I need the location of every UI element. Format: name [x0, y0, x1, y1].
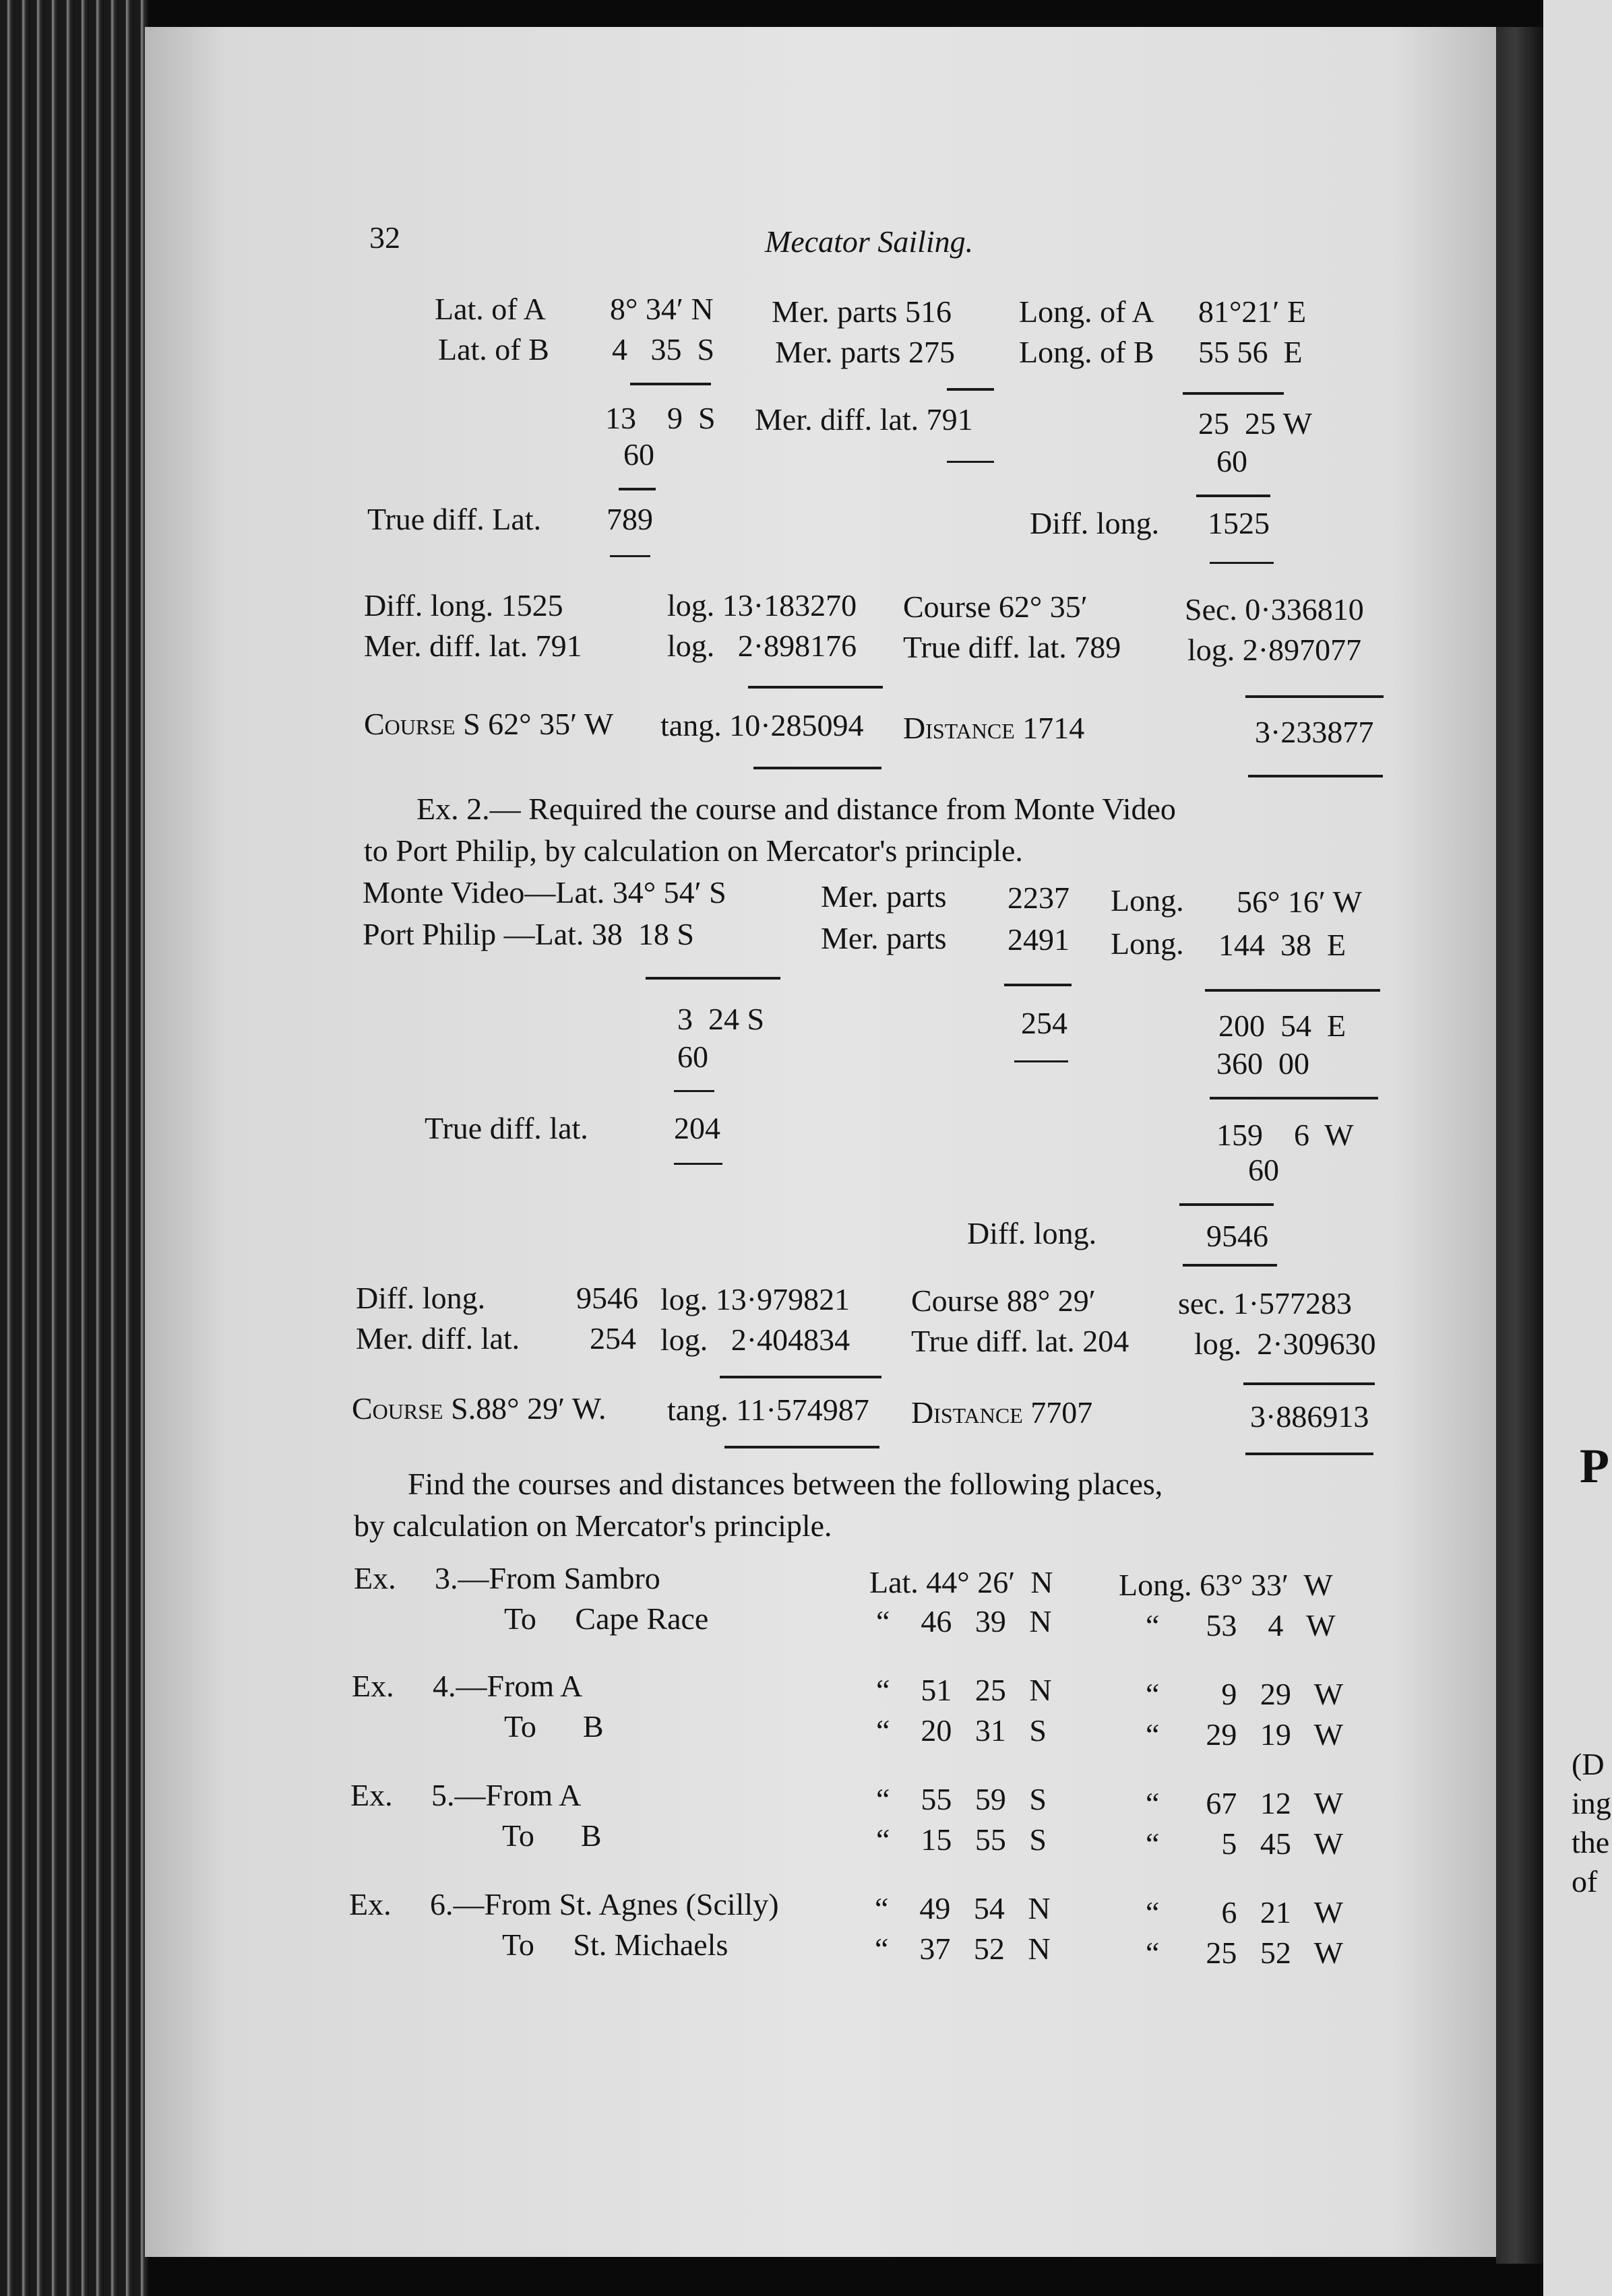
ex2-result-log: 3·886913 [1250, 1399, 1369, 1434]
page-number: 32 [369, 220, 400, 255]
sixty: 60 [1216, 444, 1247, 478]
ex2-row1-value: 9546 [576, 1281, 638, 1315]
ex2-mer-diff: 254 [1021, 1006, 1067, 1040]
rule [947, 388, 994, 391]
rule [748, 686, 883, 689]
ex2-intro-line-2: to Port Philip, by calculation on Mercator's principle. [364, 833, 1023, 868]
rule [646, 977, 780, 980]
exercise-place: 3.—From Sambro [435, 1561, 660, 1595]
next-page-fragment: the [1572, 1825, 1610, 1859]
exercise-long: Long. 63° 33′ W [1119, 1568, 1333, 1602]
exercise-ex-label: Ex. [349, 1887, 392, 1921]
exercise-long: “ 67 12 W [1146, 1786, 1344, 1820]
ex1-row2-true-diff: True diff. lat. 789 [903, 630, 1121, 664]
ex2-long-360: 360 00 [1216, 1046, 1309, 1081]
rule [753, 767, 881, 769]
next-page-fragment: of [1572, 1864, 1598, 1899]
exercise-place: To St. Michaels [502, 1927, 728, 1962]
ex1-result-distance: Distance 1714 [903, 711, 1085, 745]
pp-long-label: Long. [1111, 926, 1184, 961]
ex2-result-course: Course S.88° 29′ W. [352, 1391, 607, 1426]
rule [1183, 1264, 1277, 1267]
long-b-value: 55 56 E [1198, 335, 1303, 369]
exercise-place: To B [502, 1818, 602, 1853]
diff-long-raw: 25 25 W [1198, 406, 1313, 441]
rule [610, 555, 650, 557]
ex2-long-diff: 159 6 W [1216, 1118, 1354, 1152]
true-diff-lat-value: 789 [607, 502, 653, 536]
exercise-ex-label: Ex. [354, 1561, 396, 1595]
exercise-lat: “ 51 25 N [876, 1673, 1052, 1707]
pp-mer-value: 2491 [1008, 922, 1070, 957]
ex1-row2-log: log. 2·898176 [667, 629, 857, 663]
lat-a-label: Lat. of A [435, 292, 546, 326]
rule [1205, 989, 1380, 992]
ex2-row1-sec: sec. 1·577283 [1178, 1286, 1353, 1320]
exercise-long: “ 6 21 W [1146, 1895, 1344, 1930]
ex1-result-log: 3·233877 [1255, 715, 1374, 749]
exercise-place: 5.—From A [431, 1778, 582, 1812]
exercise-lat: “ 55 59 S [876, 1782, 1047, 1816]
ex2-result-distance: Distance 7707 [911, 1395, 1093, 1430]
ex2-row2-log2: log. 2·309630 [1194, 1327, 1376, 1361]
ex2-row2-true-diff: True diff. lat. 204 [911, 1324, 1129, 1358]
exercises-intro-line-1: Find the courses and distances between the following places, [408, 1467, 1163, 1501]
ex2-row1-label: Diff. long. [356, 1281, 486, 1315]
ex2-true-diff-lat-value: 204 [674, 1111, 720, 1145]
long-a-value: 81°21′ E [1198, 294, 1307, 329]
mv-mer-label: Mer. parts [821, 879, 947, 914]
rule [1014, 1060, 1068, 1062]
mv-long-value: 56° 16′ W [1237, 885, 1363, 919]
ex2-diff-long-value: 9546 [1206, 1219, 1268, 1253]
diff-long-value: 1525 [1208, 506, 1270, 540]
next-page-fragment: (D [1572, 1747, 1605, 1781]
rule [674, 1090, 714, 1092]
exercise-lat: Lat. 44° 26′ N [869, 1565, 1053, 1599]
ex2-diff-long-label: Diff. long. [967, 1216, 1097, 1250]
rule [724, 1446, 879, 1448]
monte-video-lat: Monte Video—Lat. 34° 54′ S [363, 875, 726, 910]
rule [1004, 984, 1072, 986]
mv-mer-value: 2237 [1008, 881, 1070, 915]
rule [674, 1163, 722, 1165]
ex2-row2-value: 254 [590, 1321, 636, 1356]
exercise-place: 6.—From St. Agnes (Scilly) [430, 1887, 779, 1921]
ex1-row1-sec: Sec. 0·336810 [1185, 592, 1364, 627]
exercise-long: “ 29 19 W [1146, 1717, 1344, 1752]
lat-a-value: 8° 34′ N [610, 292, 714, 326]
true-diff-lat-label: True diff. Lat. [367, 502, 542, 536]
port-philip-lat: Port Philip —Lat. 38 18 S [363, 917, 694, 951]
exercise-place: To Cape Race [504, 1601, 709, 1636]
rule [1245, 695, 1384, 698]
long-b-label: Long. of B [1019, 335, 1154, 369]
rule [630, 383, 711, 385]
ex1-row1-course: Course 62° 35′ [903, 589, 1088, 624]
lat-b-value: 4 35 S [612, 332, 715, 366]
ex2-row1-log: log. 13·979821 [660, 1282, 850, 1316]
sixty: 60 [677, 1040, 708, 1074]
exercise-lat: “ 49 54 N [875, 1891, 1051, 1925]
sixty: 60 [1248, 1153, 1279, 1187]
page-title: Mecator Sailing. [765, 224, 974, 259]
rule [1248, 775, 1383, 777]
mer-diff-lat: Mer. diff. lat. 791 [755, 402, 973, 437]
pp-mer-label: Mer. parts [821, 921, 947, 955]
mer-parts-b: Mer. parts 275 [775, 335, 956, 369]
ex2-row1-course: Course 88° 29′ [911, 1283, 1096, 1318]
exercise-lat: “ 20 31 S [876, 1713, 1047, 1748]
ex2-diff-lat: 3 24 S [677, 1002, 765, 1036]
rule [720, 1376, 881, 1378]
exercise-place: 4.—From A [433, 1669, 583, 1703]
rule [1210, 1097, 1378, 1099]
ex1-row1-diff-long: Diff. long. 1525 [364, 588, 563, 623]
book-binding [0, 0, 148, 2296]
ex1-row2-log2: log. 2·897077 [1187, 633, 1362, 667]
ex2-intro-line-1: Ex. 2.— Required the course and distance from Monte Video [416, 792, 1176, 826]
ex2-result-tang: tang. 11·574987 [667, 1393, 869, 1427]
long-a-label: Long. of A [1019, 294, 1154, 329]
mv-long-label: Long. [1111, 883, 1184, 918]
rule [1179, 1203, 1274, 1206]
ex1-result-course: Course S 62° 35′ W [364, 707, 614, 741]
ex2-true-diff-lat-label: True diff. lat. [425, 1111, 588, 1145]
diff-lat: 13 9 S [605, 401, 716, 435]
exercise-long: “ 5 45 W [1146, 1826, 1344, 1861]
next-page-fragment: ing [1572, 1786, 1611, 1820]
adjacent-page-strip [1543, 0, 1612, 2296]
exercise-long: “ 53 4 W [1146, 1608, 1336, 1643]
ex2-long-sum: 200 54 E [1218, 1009, 1346, 1043]
rule [1210, 562, 1274, 564]
ex1-row1-log: log. 13·183270 [667, 588, 857, 623]
pp-long-value: 144 38 E [1218, 928, 1346, 962]
sixty: 60 [623, 437, 654, 472]
ex2-row2-log: log. 2·404834 [660, 1322, 850, 1357]
exercises-intro-line-2: by calculation on Mercator's principle. [354, 1508, 832, 1543]
diff-long-label: Diff. long. [1030, 506, 1160, 540]
page-edge-shadow [1496, 27, 1543, 2264]
exercise-ex-label: Ex. [350, 1778, 393, 1812]
ex1-result-tang: tang. 10·285094 [660, 708, 864, 742]
lat-b-label: Lat. of B [438, 332, 549, 366]
exercise-long: “ 9 29 W [1146, 1677, 1344, 1711]
rule [1245, 1453, 1373, 1455]
mer-parts-a: Mer. parts 516 [772, 294, 952, 329]
exercise-long: “ 25 52 W [1146, 1936, 1344, 1970]
rule [1243, 1382, 1375, 1385]
exercise-lat: “ 37 52 N [875, 1932, 1051, 1966]
exercise-ex-label: Ex. [352, 1669, 394, 1703]
rule [619, 488, 656, 490]
rule [1183, 392, 1284, 395]
exercise-place: To B [504, 1709, 604, 1744]
ex1-row2-mer-diff: Mer. diff. lat. 791 [364, 629, 582, 663]
exercise-lat: “ 15 55 S [876, 1822, 1047, 1857]
rule [1196, 495, 1270, 497]
exercise-lat: “ 46 39 N [876, 1604, 1052, 1638]
next-page-fragment: P [1580, 1439, 1609, 1493]
ex2-row2-label: Mer. diff. lat. [356, 1321, 520, 1356]
rule [947, 461, 994, 463]
